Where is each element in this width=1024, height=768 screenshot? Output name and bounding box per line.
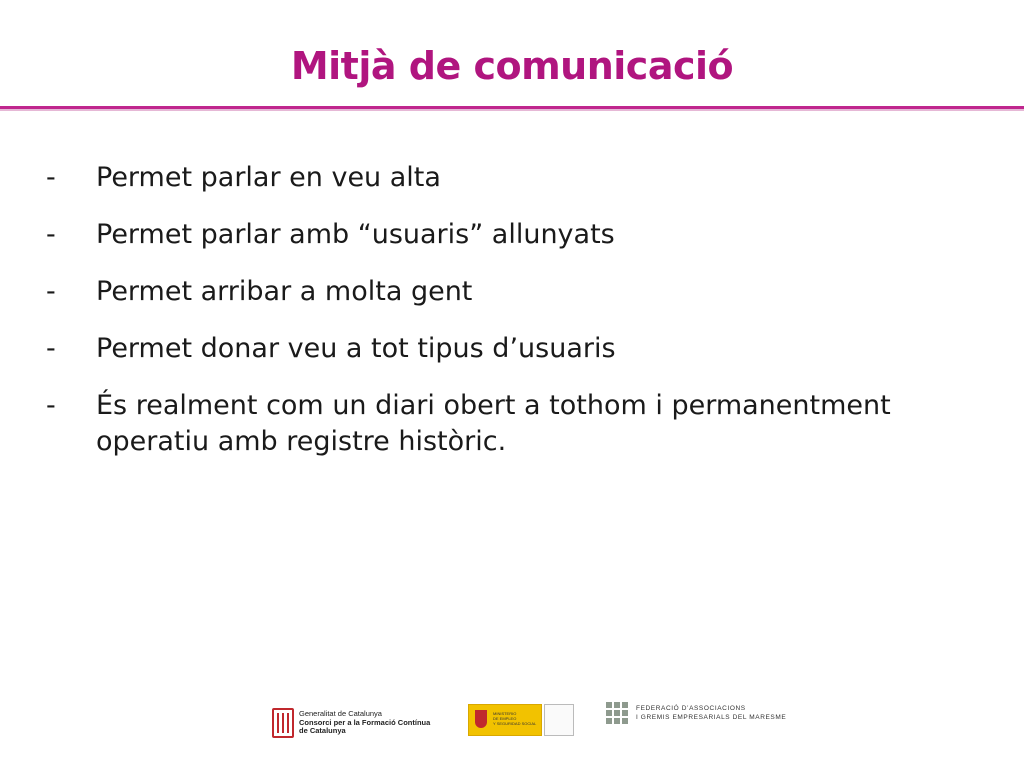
bullet-text: Permet donar veu a tot tipus d’usuaris xyxy=(96,333,616,364)
bullet-dash: - xyxy=(46,390,56,421)
bullet-text: Permet parlar amb “usuaris” allunyats xyxy=(96,219,615,250)
title-divider xyxy=(0,106,1024,110)
bullet-item xyxy=(46,160,946,196)
federacio-line1: FEDERACIÓ D’ASSOCIACIONS xyxy=(636,705,746,712)
bullet-dash: - xyxy=(46,219,56,250)
coat-of-arms-icon xyxy=(475,710,487,728)
consorci-name: Consorci per a la Formació Contínua xyxy=(299,717,431,727)
consorci-name-line2: de Catalunya xyxy=(299,726,346,736)
bullet-list xyxy=(46,160,946,481)
bullet-item xyxy=(46,274,946,310)
sponsor-logos xyxy=(0,700,1024,750)
slide-title: Mitjà de comunicació xyxy=(290,44,734,88)
bullet-item xyxy=(46,217,946,253)
bullet-dash: - xyxy=(46,333,56,364)
ministerio-secondary-mark xyxy=(544,704,574,736)
bullet-item xyxy=(46,331,946,367)
bullet-dash: - xyxy=(46,162,56,193)
bullet-text: Permet parlar en veu alta xyxy=(96,162,441,193)
ministerio-line2: DE EMPLEO xyxy=(493,716,517,721)
federacio-line2: I GREMIS EMPRESARIALS DEL MARESME xyxy=(636,714,787,721)
generalitat-logo xyxy=(272,708,430,738)
bullet-dash: - xyxy=(46,276,56,307)
federacio-logo xyxy=(606,702,786,724)
ministerio-line1: MINISTERIO xyxy=(493,711,517,716)
ministerio-logo xyxy=(468,704,574,736)
bullet-text: Permet arribar a molta gent xyxy=(96,276,473,307)
ministerio-line3: Y SEGURIDAD SOCIAL xyxy=(493,721,537,726)
federacio-grid-icon xyxy=(606,702,628,724)
spain-flag-icon xyxy=(468,704,542,736)
bullet-item xyxy=(46,388,946,460)
generalitat-name: Generalitat de Catalunya xyxy=(299,709,382,719)
generalitat-emblem-icon xyxy=(272,708,294,738)
bullet-text: És realment com un diari obert a tothom i permanentment operatiu amb registre històric. xyxy=(96,390,891,457)
